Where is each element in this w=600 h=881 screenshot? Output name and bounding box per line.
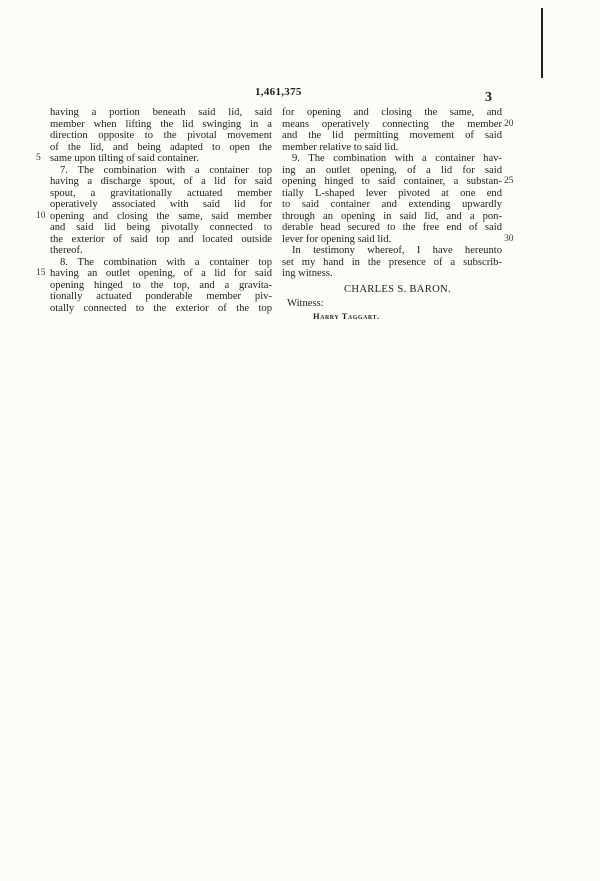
text-line: opening hinged to the top, and a gravita- <box>50 279 272 291</box>
text-line: the exterior of said top and located outside <box>50 233 272 245</box>
text-line: 8. The combination with a container top <box>60 256 272 268</box>
text-line: tionally actuated ponderable member piv- <box>50 291 272 302</box>
text-line: of the lid, and being adapted to open the <box>50 141 272 153</box>
text-line: otally connected to the exterior of the top <box>50 302 272 314</box>
witness-label-row <box>282 298 502 310</box>
signer-name: CHARLES S. BARON. <box>344 283 451 295</box>
text-line: thereof. <box>50 245 83 256</box>
text-line: and the lid permitting movement of said <box>282 130 502 141</box>
text-line: spout, a gravitationally actuated member <box>50 187 272 199</box>
text-line: ing an outlet opening, of a lid for said <box>282 164 502 176</box>
text-line: and said lid being pivotally connected to <box>50 222 272 233</box>
text-line: set my hand in the presence of a subscrib- <box>282 256 502 268</box>
margin-line-number: 5 <box>36 153 41 163</box>
scan-edge-mark <box>541 8 543 78</box>
margin-line-number: 15 <box>36 268 46 278</box>
right-text-column <box>282 107 502 323</box>
text-line: means operatively connecting the member <box>282 118 502 130</box>
text-line: opening and closing the same, said member <box>50 210 272 222</box>
text-line: same upon tilting of said container. <box>50 153 199 164</box>
left-text-column <box>50 107 272 314</box>
text-line: direction opposite to the pivotal movement <box>50 130 272 141</box>
witness-name: Harry Taggart. <box>313 310 380 321</box>
text-line: member when lifting the lid swinging in a <box>50 118 272 130</box>
text-line: 9. The combination with a container hav- <box>292 153 502 164</box>
margin-line-number: 25 <box>504 176 514 186</box>
text-line: 7. The combination with a container top <box>60 164 272 176</box>
text-line: In testimony whereof, I have hereunto <box>292 245 502 256</box>
text-line: having a portion beneath said lid, said <box>50 107 272 118</box>
text-line: for opening and closing the same, and <box>282 107 502 118</box>
page-number: 3 <box>485 90 492 105</box>
signer-row <box>282 284 502 296</box>
margin-line-number: 30 <box>504 233 514 244</box>
text-line: through an opening in said lid, and a pon- <box>282 210 502 222</box>
text-line: operatively associated with said lid for <box>50 199 272 210</box>
text-line: derable head secured to the free end of said <box>282 222 502 233</box>
text-line: member relative to said lid. <box>282 141 399 153</box>
witness-name-row <box>282 311 502 323</box>
text-line: having an outlet opening, of a lid for said <box>50 268 272 279</box>
text-line: tially L-shaped lever pivoted at one end <box>282 187 502 199</box>
patent-number: 1,461,375 <box>255 86 302 98</box>
margin-line-number: 20 <box>504 118 514 129</box>
witness-label: Witness: <box>287 297 324 309</box>
text-line: opening hinged to said container, a substan- <box>282 176 502 187</box>
margin-line-number: 10 <box>36 210 46 221</box>
text-line: to said container and extending upwardly <box>282 199 502 210</box>
text-line: ing witness. <box>282 268 333 279</box>
text-line: lever for opening said lid. <box>282 233 392 245</box>
text-line: having a discharge spout, of a lid for said <box>50 176 272 187</box>
